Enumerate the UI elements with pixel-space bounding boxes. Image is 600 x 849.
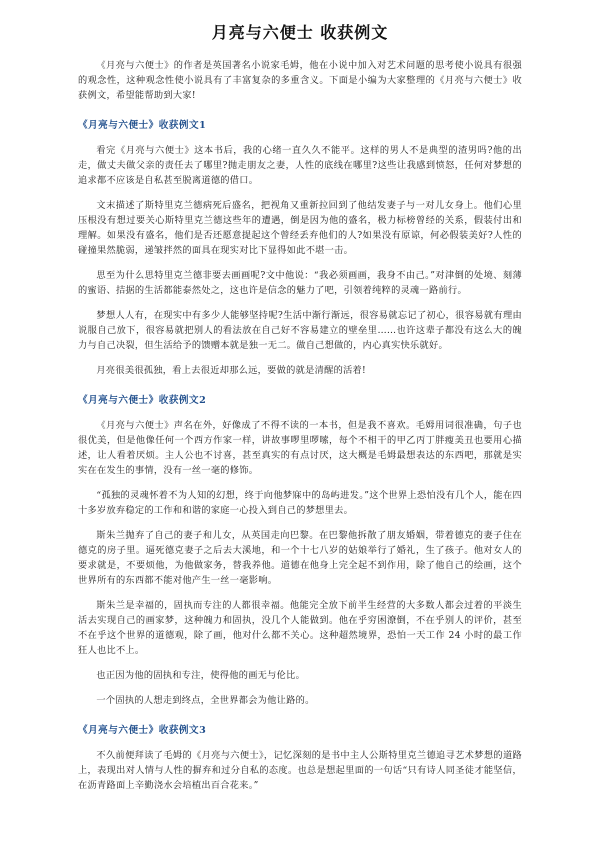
body-paragraph: 一个固执的人想走到终点，全世界都会为他让路的。 (96, 695, 315, 706)
body-paragraph: 看完《月亮与六便士》这本书后，我的心绪一直久久不能平。这样的男人不是典型的渣男吗?他的出走，做丈夫做父亲的责任去了哪里?抛走朋友之妻，人性的底线在哪里?这些让我感到愤怒，任何对梦想的追求都不应该是自私甚至脱离道德的借口。 (78, 145, 522, 186)
body-paragraph: 思至为什么思特里克兰德非要去画画呢?文中他说：“我必须画画，我身不由己。”对津倒的处境、刻薄的蜜语、拮据的生活都能泰然处之，这也许是信念的魅力了吧，引领着纯粹的灵魂一路前行。 (78, 270, 522, 296)
body-paragraph: 斯朱兰抛弃了自己的妻子和儿女，从英国走向巴黎。在巴黎他拆散了朋友婚姻，带着德克的妻子住在德克的房子里。逼死德克妻子之后去大溪地，和一个十七八岁的姑娘举行了婚礼，生了孩子。他对女人的要求就是，不要烦他，为他做家务，替我养他。道德在他身上完全起不到作用，除了他自己的绘画，这个世界所有的东西都不能对他产生一丝一毫影响。 (78, 530, 522, 586)
body-paragraph: “孤独的灵魂怀着不为人知的幻想，终于向他梦寐中的岛屿进发。”这个世界上恐怕没有几个人，能在四十多岁放弃稳定的工作和和谐的家庭一心投入到自己的梦想里去。 (78, 490, 522, 516)
body-paragraph: 《月亮与六便士》声名在外，好像成了不得不读的一本书，但是我不喜欢。毛姆用词很准确，句子也很优美，但是他像任何一个西方作家一样，讲故事啰里啰嗦，每个不相干的甲乙丙丁胖瘦美丑也要用心描述，让人看着厌烦。主人公也不讨喜，甚至真实的有点讨厌，这大概是毛姆最想表达的东西吧，那就是实实在在发生的事情，没有一丝一毫的修饰。 (78, 420, 522, 476)
section-heading: 《月亮与六便士》收获例文3 (78, 725, 207, 736)
intro-paragraph: 《月亮与六便士》的作者是英国著名小说家毛姆，他在小说中加入对艺术问题的思考使小说具有很强的观念性，这种观念性使小说具有了丰富复杂的多重含义。下面是小编为大家整理的《月亮与六便士》收获例文，希望能帮助到大家! (78, 60, 522, 101)
body-paragraph: 文末描述了斯特里克兰德病死后盛名，把视角又重新拉回到了他结发妻子与一对儿女身上。他们心里压根没有想过要关心斯特里克兰德这些年的遭遇，倒是因为他的盛名，极力标榜曾经的关系，假装付出和理解。如果没有盛名，他们是否还愿意提起这个曾经丢弃他们的人?如果没有原谅，何必假装美好?人性的碰撞果然脆弱，递皱拌然的面具在现实对比下显得如此不堪一击。 (78, 200, 522, 256)
body-paragraph: 梦想人人有，在现实中有多少人能够坚持呢?生活中渐行渐远，很容易就忘记了初心，很容易就有理由说服自己放下，很容易就把别人的看法放在自己好不容易建立的壁垒里……也许这辈子都没有这么大的魄力与自己决裂，但生活给予的馈赠本就是独一无二。做自己想做的，内心真实快乐就好。 (78, 310, 522, 351)
body-paragraph: 月亮很美很孤独，看上去很近却那么远，要做的就是清醒的活着! (96, 365, 367, 376)
body-paragraph: 不久前便拜读了毛姆的《月亮与六便士》，记忆深刻的是书中主人公斯特里克兰德追寻艺术梦想的道路上，表现出对人情与人性的摒弃和过分自私的态度。也总是想起里面的一句话“只有诗人同圣徒才能坚信，在沥青路面上辛勤浇水会培植出百合花来。” (78, 750, 522, 791)
essay-sections (78, 117, 522, 793)
body-paragraph: 斯朱兰是幸福的，固执而专注的人都很幸福。他能完全放下前半生经营的大多数人都会过着的平淡生活去实现自己的画家梦，这种魄力和固执，没几个人能做到。他在乎穷困潦倒，不在乎别人的评价，甚至不在乎这个世界的道德观，除了画，他对什么都不关心。这种超然境界，恐怕一天工作 24 小时的最工作狂人也比不上。 (78, 600, 522, 656)
section-heading: 《月亮与六便士》收获例文2 (78, 395, 207, 406)
section-heading: 《月亮与六便士》收获例文1 (78, 120, 207, 131)
page-title: 月亮与六便士 收获例文 (211, 23, 389, 42)
body-paragraph: 也正因为他的固执和专注，使得他的画无与伦比。 (96, 670, 306, 681)
